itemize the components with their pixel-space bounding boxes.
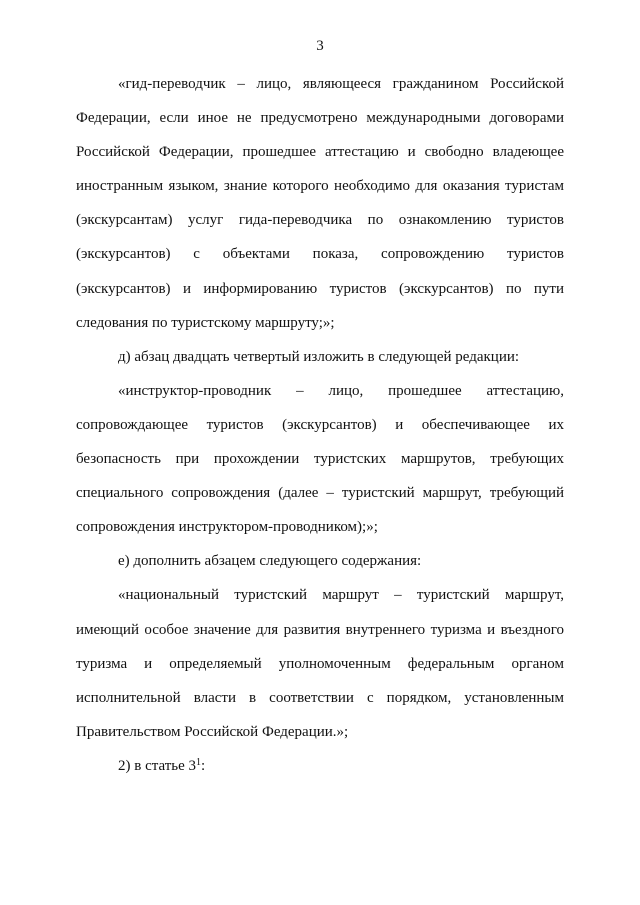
article-reference-text: 2) в статье 3 <box>118 757 197 774</box>
article-superscript: 1 <box>196 756 202 768</box>
paragraph-item-e: е) дополнить абзацем следующего содержания: <box>118 553 422 570</box>
document-body <box>76 67 564 783</box>
paragraph-guide-interpreter: «гид-переводчик – лицо, являющееся гражданином Российской Федерации, если иное не предусмотрено международными договорами Российской Федерации, прошедшее аттестацию и свободно владеющее иностранным языком, знание которого необходимо для оказания туристам (экскурсантам) услуг гида-переводчика по ознакомлению туристов (экскурсантов) с объектами показа, сопровождению туристов (экскурсантов) и информированию туристов (экскурсантов) по пути следования по туристскому маршруту;»; <box>76 76 564 331</box>
paragraph-instructor-guide: «инструктор-проводник – лицо, прошедшее аттестацию, сопровождающее туристов (экскурсантов) и обеспечивающее их безопасность при прохождении туристских маршрутов, требующих специального сопровождения (далее – туристский маршрут, требующий сопровождения инструктором-проводником);»; <box>76 382 564 536</box>
paragraph-national-route: «национальный туристский маршрут – туристский маршрут, имеющий особое значение для развития внутреннего туризма и въездного туризма и определяемый уполномоченным федеральным органом исполнительной власти в соответствии с порядком, установленным Правительством Российской Федерации.»; <box>76 587 564 740</box>
page-number: 3 <box>316 38 324 54</box>
article-reference-suffix: : <box>201 757 206 774</box>
paragraph-article-reference <box>76 749 564 783</box>
paragraph-item-d: д) абзац двадцать четвертый изложить в следующей редакции: <box>118 348 520 365</box>
